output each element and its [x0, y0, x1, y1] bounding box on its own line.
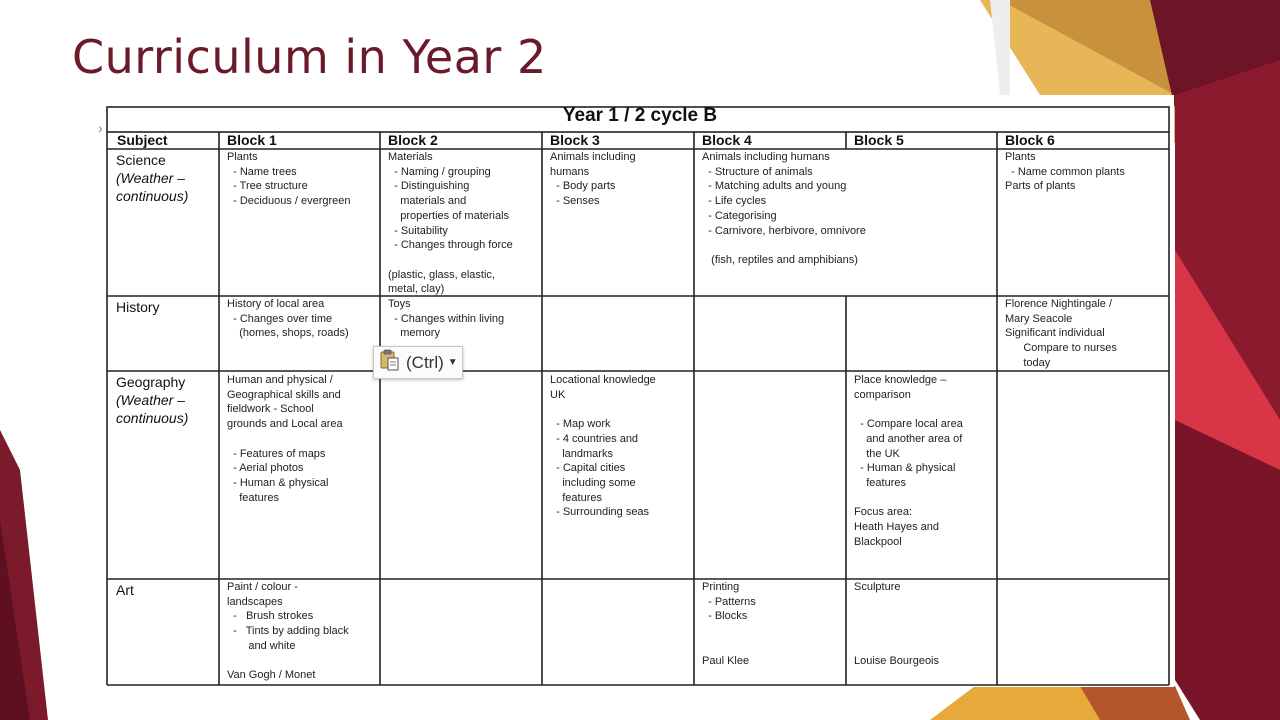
science-block-2: Materials - Naming / grouping - Distinguishing materials and properties of materials - Suitability - Changes through force (plastic, glass, elastic, metal, clay) [388, 151, 513, 296]
table-title: Year 1 / 2 cycle B [562, 105, 718, 126]
paste-options-button[interactable] [373, 346, 463, 379]
science-block-6: Plants - Name common plants Parts of plants [1005, 151, 1125, 193]
header-block-3: Block 3 [550, 132, 600, 148]
science-block-1: Plants - Name trees - Tree structure - Deciduous / evergreen [227, 151, 351, 208]
geography-block-1: Human and physical / Geographical skills and fieldwork - School grounds and Local area - Features of maps - Aerial photos - Human & physical features [227, 374, 343, 504]
subject-geography-note: (Weather – continuous) [116, 392, 189, 426]
subject-science: Science [116, 152, 166, 168]
history-block-1: History of local area - Changes over time (homes, shops, roads) [227, 298, 349, 340]
subject-science-note: (Weather – continuous) [116, 170, 189, 204]
subject-history: History [116, 299, 160, 315]
resize-handle-icon: › [98, 120, 103, 136]
clipboard-paste-icon [378, 348, 402, 377]
art-block-4: Printing - Patterns - Blocks Paul Klee [702, 581, 756, 667]
header-block-4: Block 4 [702, 132, 752, 148]
history-block-2: Toys - Changes within living memory [388, 298, 505, 340]
header-block-6: Block 6 [1005, 132, 1055, 148]
science-block-3: Animals including humans - Body parts - Senses [550, 151, 636, 208]
header-block-5: Block 5 [854, 132, 904, 148]
art-block-5: Sculpture Louise Bourgeois [854, 581, 940, 667]
paste-options-label: (Ctrl) [406, 352, 444, 372]
chevron-down-icon[interactable]: ▼ [447, 357, 458, 368]
header-block-2: Block 2 [388, 132, 438, 148]
history-block-6: Florence Nightingale / Mary Seacole Significant individual Compare to nurses today [1005, 298, 1117, 369]
header-block-1: Block 1 [227, 132, 277, 148]
slide-title: Curriculum in Year 2 [72, 30, 547, 84]
subject-geography: Geography [116, 374, 186, 390]
header-subject: Subject [117, 132, 168, 148]
science-block-4: Animals including humans - Structure of animals - Matching adults and young - Life cycles - Categorising - Carnivore, herbivore, omnivore (fish, reptiles and amphibians) [702, 151, 866, 266]
art-block-1: Paint / colour - landscapes - Brush strokes - Tints by adding black and white Van Gogh / Monet [227, 581, 349, 682]
curriculum-table [106, 95, 1174, 687]
geography-block-3: Locational knowledge UK - Map work - 4 countries and landmarks - Capital cities including some features - Surrounding seas [550, 374, 656, 519]
geography-block-5: Place knowledge – comparison - Compare local area and another area of the UK - Human & physical features Focus area: Heath Hayes and Blackpool [854, 374, 963, 548]
subject-art: Art [116, 582, 134, 598]
